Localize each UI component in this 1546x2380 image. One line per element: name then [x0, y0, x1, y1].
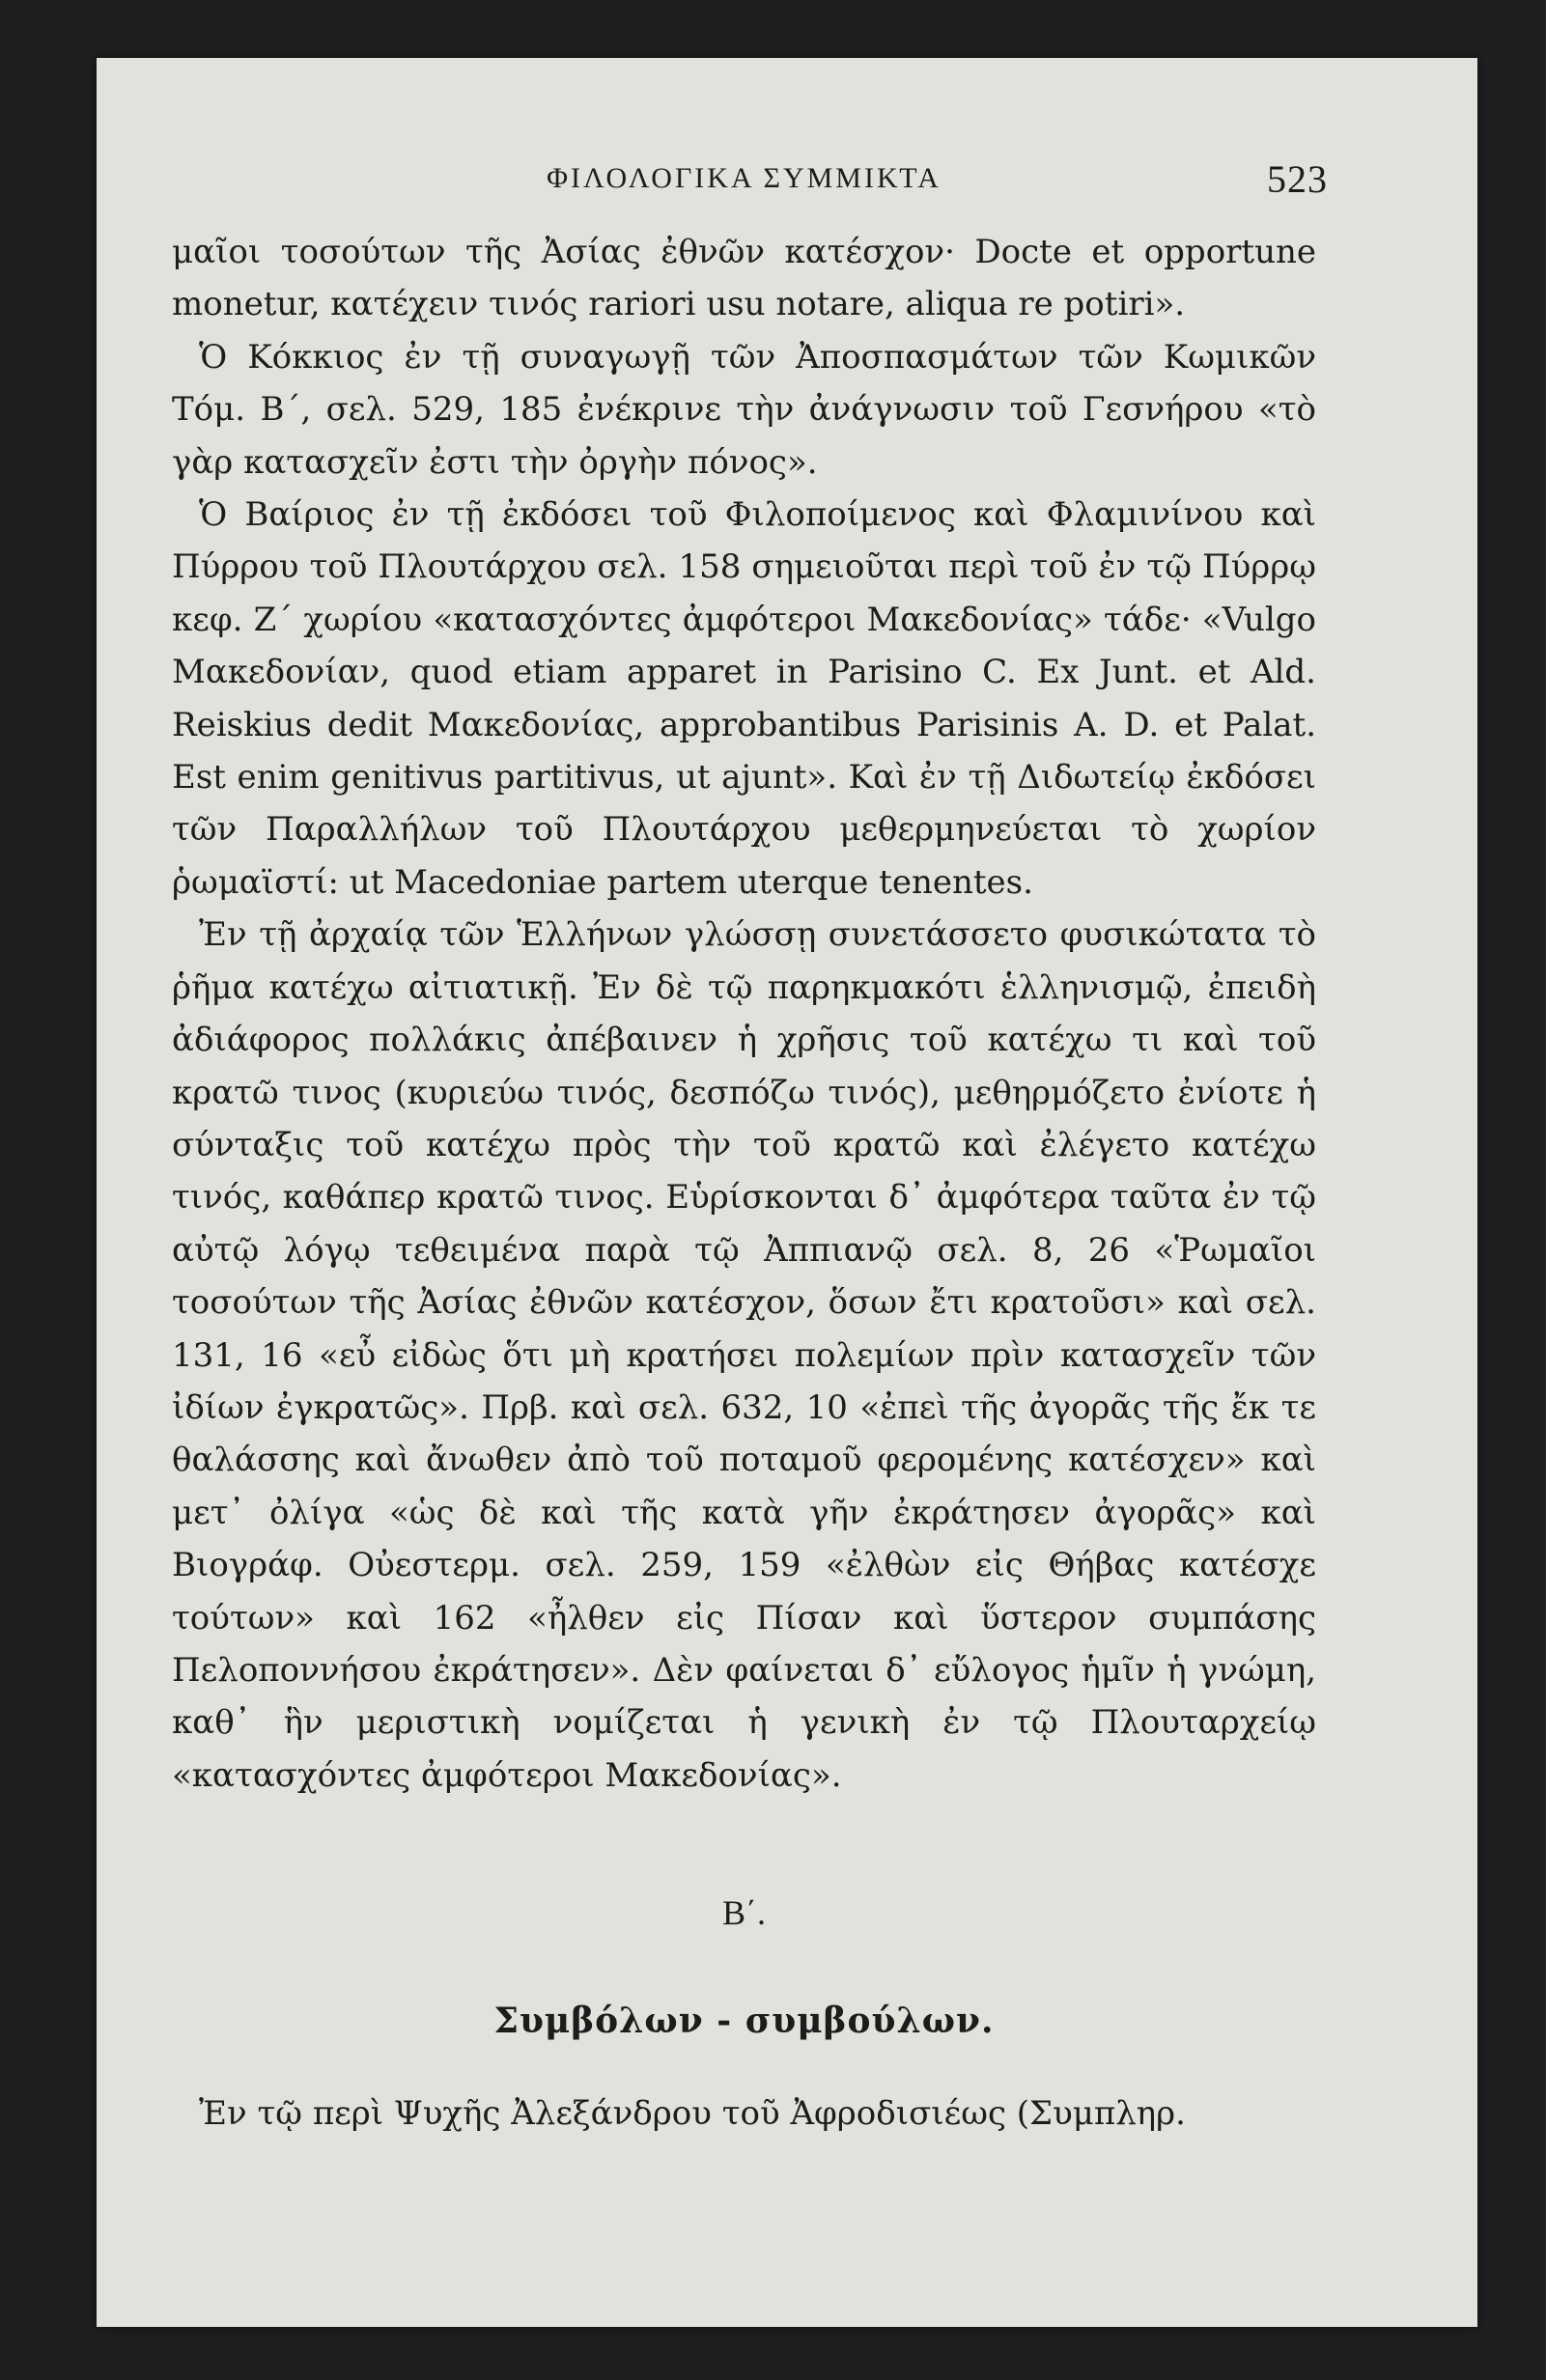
- paragraph: μαῖοι τοσούτων τῆς Ἀσίας ἐθνῶν κατέσχον· Docte et opportune monetur, κατέχειν τινός rariori usu notare, aliqua re potiri».: [172, 233, 1316, 324]
- book-page: [97, 58, 1477, 2327]
- running-title: ΦΙΛΟΛΟΓΙΚΑ ΣΥΜΜΙΚΤΑ: [547, 162, 942, 194]
- body-text: [172, 226, 1316, 1802]
- body-text-continued: [172, 2087, 1316, 2140]
- paragraph: Ἐν τῷ περὶ Ψυχῆς Ἀλεξάνδρου τοῦ Ἀφροδισιέως (Συμπληρ.: [199, 2094, 1186, 2134]
- paragraph: Ὁ Κόκκιος ἐν τῇ συναγωγῇ τῶν Ἀποσπασμάτων τῶν Κωμικῶν Τόμ. Β΄, σελ. 529, 185 ἐνέκρινε τὴν ἀνάγνωσιν τοῦ Γεσνήρου «τὸ γὰρ κατασχεῖν ἐστι τὴν ὀργὴν πόνος».: [172, 337, 1316, 482]
- section-number: Β΄.: [722, 1893, 766, 1933]
- paragraph: Ὁ Βαίριος ἐν τῇ ἐκδόσει τοῦ Φιλοποίμενος καὶ Φλαμινίνου καὶ Πύρρου τοῦ Πλουτάρχου σελ. 158 σημειοῦται περὶ τοῦ ἐν τῷ Πύρρῳ κεφ. Ζ΄ χωρίου «κατασχόντες ἀμφότεροι Μακεδονίας» τάδε· «Vulgo Μακεδονίαν, quod etiam apparet in Parisino C. Ex Junt. et Ald. Reiskius dedit Μακεδονίας, approbantibus Parisinis A. D. et Palat. Est enim genitivus partitivus, ut ajunt». Καὶ ἐν τῇ Διδωτείῳ ἐκδόσει τῶν Παραλλήλων τοῦ Πλουτάρχου μεθερμηνεύεται τὸ χωρίον ῥωμαϊστί: ut Macedoniae partem uterque tenentes.: [172, 495, 1316, 902]
- page-content: [172, 157, 1328, 2141]
- page-header: [172, 157, 1328, 226]
- paragraph: Ἐν τῇ ἀρχαίᾳ τῶν Ἑλλήνων γλώσσῃ συνετάσσετο φυσικώτατα τὸ ῥῆμα κατέχω αἰτιατικῇ. Ἐν δὲ τῷ παρηκμακότι ἑλληνισμῷ, ἐπειδὴ ἀδιάφορος πολλάκις ἀπέβαινεν ἡ χρῆσις τοῦ κατέχω τι καὶ τοῦ κρατῶ τινος (κυριεύω τινός, δεσπόζω τινός), μεθηρμόζετο ἐνίοτε ἡ σύνταξις τοῦ κατέχω πρὸς τὴν τοῦ κρατῶ καὶ ἐλέγετο κατέχω τινός, καθάπερ κρατῶ τινος. Εὑρίσκονται δ᾽ ἀμφότερα ταῦτα ἐν τῷ αὐτῷ λόγῳ τεθειμένα παρὰ τῷ Ἀππιανῷ σελ. 8, 26 «Ῥωμαῖοι τοσούτων τῆς Ἀσίας ἐθνῶν κατέσχον, ὅσων ἔτι κρατοῦσι» καὶ σελ. 131, 16 «εὖ εἰδὼς ὅτι μὴ κρατήσει πολεμίων πρὶν κατασχεῖν τῶν ἰδίων ἐγκρατῶς». Πρβ. καὶ σελ. 632, 10 «ἐπεὶ τῆς ἀγορᾶς τῆς ἔκ τε θαλάσσης καὶ ἄνωθεν ἀπὸ τοῦ ποταμοῦ φερομένης κατέσχεν» καὶ μετ᾽ ὀλίγα «ὡς δὲ καὶ τῆς κατὰ γῆν ἐκράτησεν ἀγορᾶς» καὶ Βιογράφ. Οὐεστερμ. σελ. 259, 159 «ἐλθὼν εἰς Θήβας κατέσχε τούτων» καὶ 162 «ἦλθεν εἰς Πίσαν καὶ ὕστερον συμπάσης Πελοποννήσου ἐκράτησεν». Δὲν φαίνεται δ᾽ εὔλογος ἡμῖν ἡ γνώμη, καθ᾽ ἣν μεριστικὴ νομίζεται ἡ γενικὴ ἐν τῷ Πλουταρχείῳ «κατασχόντες ἀμφότεροι Μακεδονίας».: [172, 915, 1316, 1795]
- section-heading: Συμβόλων - συμβούλων.: [493, 2001, 995, 2042]
- page-number: 523: [1267, 157, 1328, 201]
